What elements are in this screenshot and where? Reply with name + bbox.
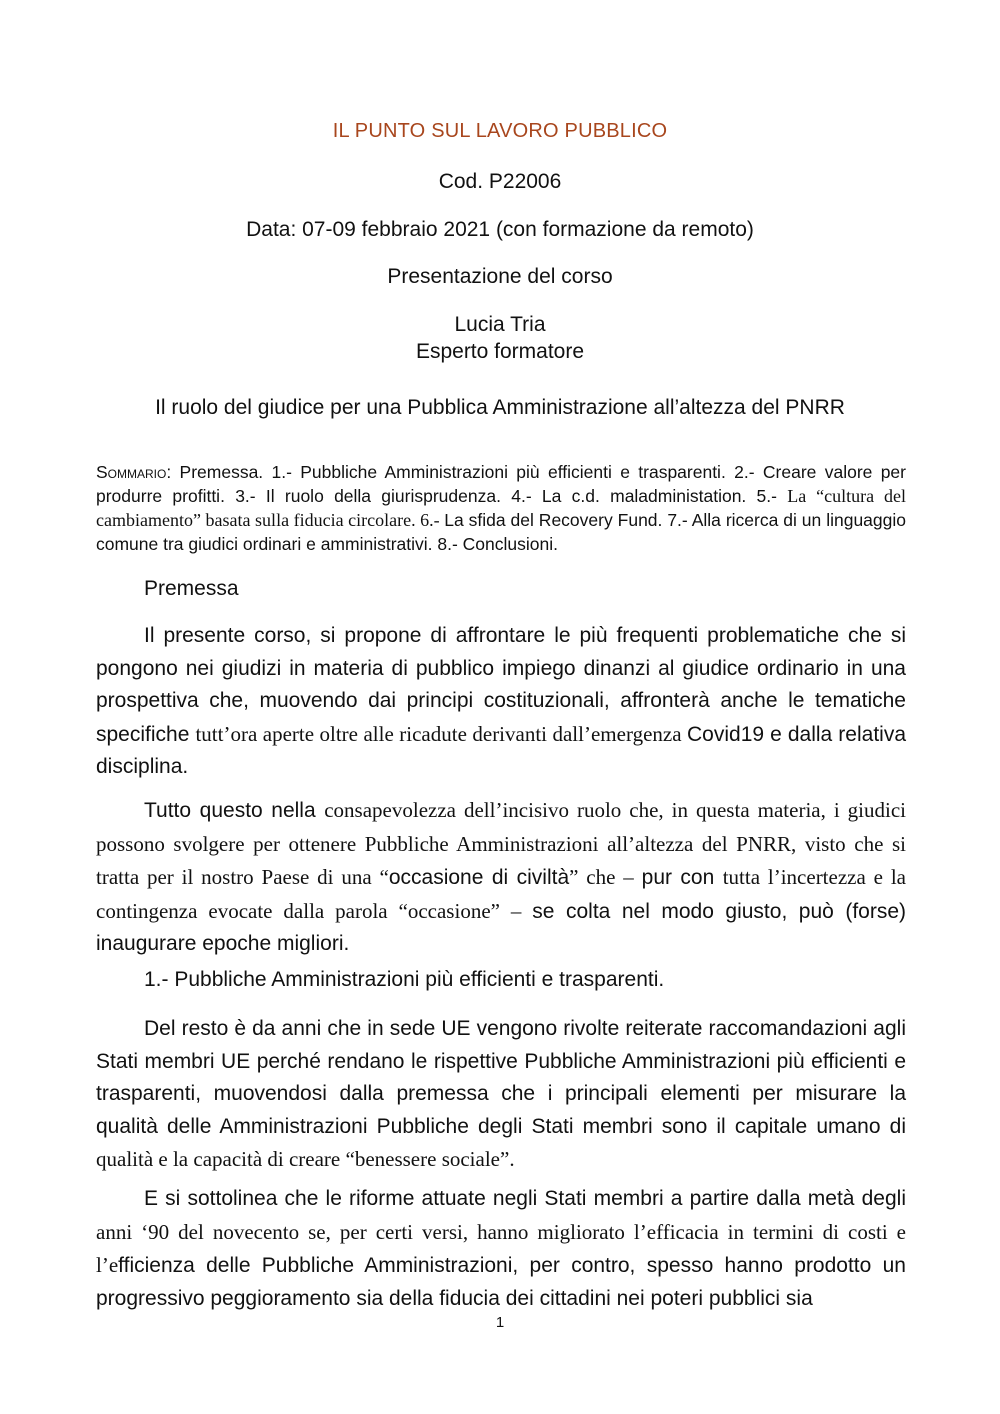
paragraph-3-part-a: Del resto è da anni che in sede UE vengono rivolte reiterate raccomandazioni agli Stati membri UE perché rendano le rispettive Pubbliche Amministrazioni più efficienti e trasparenti, muovendosi dalla premessa che i principali elementi per misurare la qualità delle Amministrazioni Pubbliche degli Stati membri sono il capitale umano di (96, 1017, 906, 1138)
paragraph-4-part-b: anni ‘90 del novecento se, per certi versi, hanno migliorato l’efficacia in termini di costi e l’e (96, 1219, 906, 1277)
paragraph-4-part-a: E si sottolinea che le riforme attuate negli Stati membri a partire dalla metà degli (144, 1187, 906, 1210)
author-name: Lucia Tria (454, 313, 546, 336)
section-heading-1: 1.- Pubbliche Amministrazioni più efficienti e trasparenti. (144, 968, 665, 991)
summary-block (96, 460, 906, 556)
paragraph-2 (96, 794, 906, 961)
paragraph-4 (96, 1183, 906, 1315)
summary-text-c: La sfida del Recovery Fund. 7.- Alla ricerca di un linguaggio comune tra giudici ordinari e amministrativi. 8.- Conclusioni. (96, 510, 906, 554)
paragraph-2-part-a: Tutto questo nella (144, 799, 325, 822)
presentation-label: Presentazione del corso (387, 265, 613, 288)
course-date: Data: 07-09 febbraio 2021 (con formazione da remoto) (246, 218, 754, 241)
paragraph-2-part-d: ” che – (569, 865, 642, 889)
paragraph-1 (96, 620, 906, 784)
summary-text-a: : Premessa. 1.- Pubbliche Amministrazioni più efficienti e trasparenti. 2.- Creare valore per produrre profitti. 3.- Il ruolo della giurisprudenza. 4.- La c.d. maladministation. 5.- (96, 462, 906, 506)
paragraph-1-part-b: tutt’ora aperte oltre alle ricadute derivanti dall’emergenza (195, 721, 688, 746)
page-number: 1 (495, 1314, 505, 1331)
document-subtitle: Il ruolo del giudice per una Pubblica Amministrazione all’altezza del PNRR (155, 396, 845, 419)
paragraph-4-part-c: fficienza delle Pubbliche Amministrazioni, per contro, spesso hanno prodotto un progressivo peggioramento sia della fiducia dei cittadini nei poteri pubblici sia (96, 1254, 906, 1310)
document-header-title: IL PUNTO SUL LAVORO PUBBLICO (332, 120, 668, 142)
paragraph-2-part-b: consapevolezza dell’incisivo ruolo che, in questa materia, i giudici possono svolgere per ottenere Pubbliche Amministrazioni all’altezza del PNRR, visto che si tratta per il nostro Paese di una “ (96, 798, 906, 889)
summary-label: Sommario (96, 462, 167, 482)
paragraph-2-part-c: occasione di civiltà (388, 866, 570, 889)
paragraph-2-part-f: tutta l’incertezza e la contingenza evocate dalla parola “occasione” – (96, 865, 906, 923)
summary-text-b: La “cultura del cambiamento” basata sulla fiducia circolare. 6.- (96, 486, 906, 530)
author-role: Esperto formatore (415, 340, 585, 363)
paragraph-2-part-g: se colta nel modo giusto, può (forse) inaugurare epoche migliori. (96, 899, 906, 955)
paragraph-3-part-b: qualità e la capacità di creare “benessere sociale”. (96, 1147, 515, 1171)
section-heading-premessa: Premessa (144, 577, 239, 600)
paragraph-1-part-a: Il presente corso, si propone di affrontare le più frequenti problematiche che si pongono nei giudizi in materia di pubblico impiego dinanzi al giudice ordinario in una prospettiva che, muovendo dai principi costituzionali, affronterà anche le tematiche specifiche (96, 624, 906, 746)
paragraph-3 (96, 1013, 906, 1177)
paragraph-2-part-e: pur con (641, 866, 723, 889)
paragraph-1-part-c: Covid19 e dalla relativa disciplina. (96, 722, 907, 778)
course-code: Cod. P22006 (438, 170, 562, 193)
